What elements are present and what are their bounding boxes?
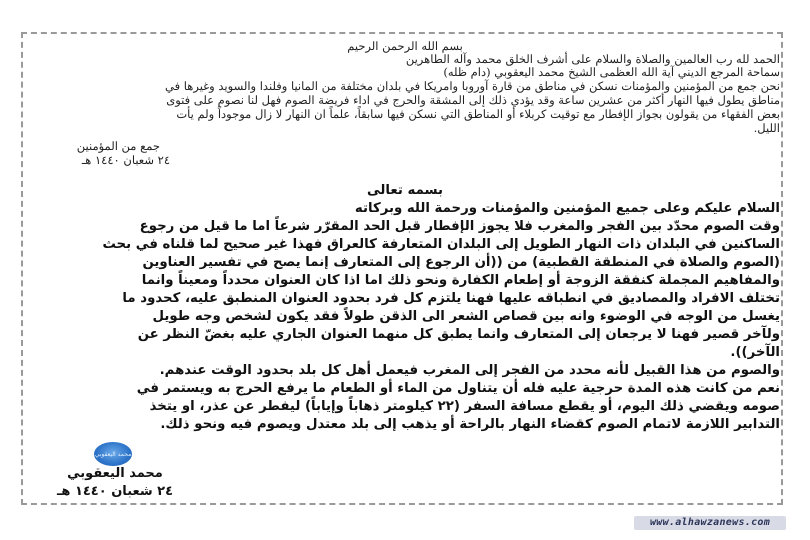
answer-line: والصوم من هذا القبيل لأنه محدد من الفجر إلى المغرب فيعمل أهل كل بلد بحدود الوقت عندهم. [159,363,780,378]
answer-line: التدابير اللازمة لاتمام الصوم كقضاء النهار بالراحة أو يذهب إلى بلد معتدل ويصوم فيه ونحو ذلك. [160,417,780,432]
question-line: مناطق يطول فيها النهار أكثر من عشرين ساعة وقد يؤدي ذلك إلى المشقة والحرج في اداء فريضة الصوم فهل لنا نصوم على فتوى [166,93,780,107]
answer-line: وقت الصوم محدّد بين الفجر والمغرب فلا يجوز الإفطار قبل الحد المقرّر شرعاً اما ما قيل من رجوع [139,219,780,234]
answer-line: تختلف الافراد والمصاديق في انطباقه عليها فهنا يلتزم كل فرد بحدود العنوان المنطبق عليه، كحدود ما [122,291,780,306]
seal-text: محمد اليعقوبي [94,450,132,458]
answer-line: (الصوم والصلاة في المنطقة القطبية) من ((أن الرجوع إلى المتعارف إنما يصح في تفسير العناوين [142,255,780,270]
answer-greeting: السلام عليكم وعلى جميع المؤمنين والمؤمنات ورحمة الله وبركاته [354,201,780,216]
signature-name: محمد اليعقوبي [67,466,163,481]
signature-date: ٢٤ شعبان ١٤٤٠ هـ [56,484,174,499]
addressee-line: سماحة المرجع الديني آية الله العظمى الشيخ محمد اليعقوبي (دام ظله) [443,65,780,79]
question-date: ٢٤ شعبان ١٤٤٠ هـ [81,153,170,167]
answer-line: يغسل من الوجه في الوضوء وانه بين قصاص الشعر الى الذقن طولاً فقد يكون لشخص وجه طويل [152,309,780,324]
website-watermark: www.alhawzanews.com [634,516,786,530]
answer-heading: بسمه تعالى [366,183,444,198]
question-line: بعض الفقهاء من يقولون بجواز الإفطار مع توقيت كربلاء أو المناطق التي نسكن فيها سابقاً، علماً ان النهار لا زال موجوداً ولم يأت [176,107,780,121]
answer-line: صومه ويقضي ذلك اليوم، أو يقطع مسافة السفر (٢٢ كيلومتر ذهاباً وإياباً) ليفطر عن عذر، او يتخذ [149,399,780,414]
answer-line: ولآخر قصير فهنا لا يرجعان إلى المتعارف وانما يطبق كل منهما العنوان الجاري عليه بغضّ النظر عن [137,327,780,342]
official-seal-icon [94,442,132,466]
answer-line: الآخر)). [730,345,780,360]
question-line: الليل. [753,121,780,135]
answer-line: والمفاهيم المجملة كنفقة الزوجة أو إطعام الكفارة ونحو ذلك اما اذا كان العنوان محدداً ومعيناً وانما [141,273,780,288]
question-line: نحن جمع من المؤمنين والمؤمنات نسكن في مناطق من قارة آوروبا وامريكا في بلدان مختلفة من المانيا وفلندا والسويد وغيرها في [165,79,780,93]
question-sender: جمع من المؤمنين [76,139,160,153]
praise-line: الحمد لله رب العالمين والصلاة والسلام على أشرف الخلق محمد وآله الطاهرين [405,52,780,66]
basmala: بسم الله الرحمن الرحيم [347,39,463,53]
answer-line: الساكنين في البلدان ذات النهار الطويل إلى البلدان المتعارفة كالعراق فهذا غير صحيح لما قلناه في بحث [102,237,780,252]
answer-line: نعم من كانت هذه المدة حرجية عليه فله أن يتناول من الماء أو الطعام ما يرفع الحرج به ويستمر في [136,381,780,396]
